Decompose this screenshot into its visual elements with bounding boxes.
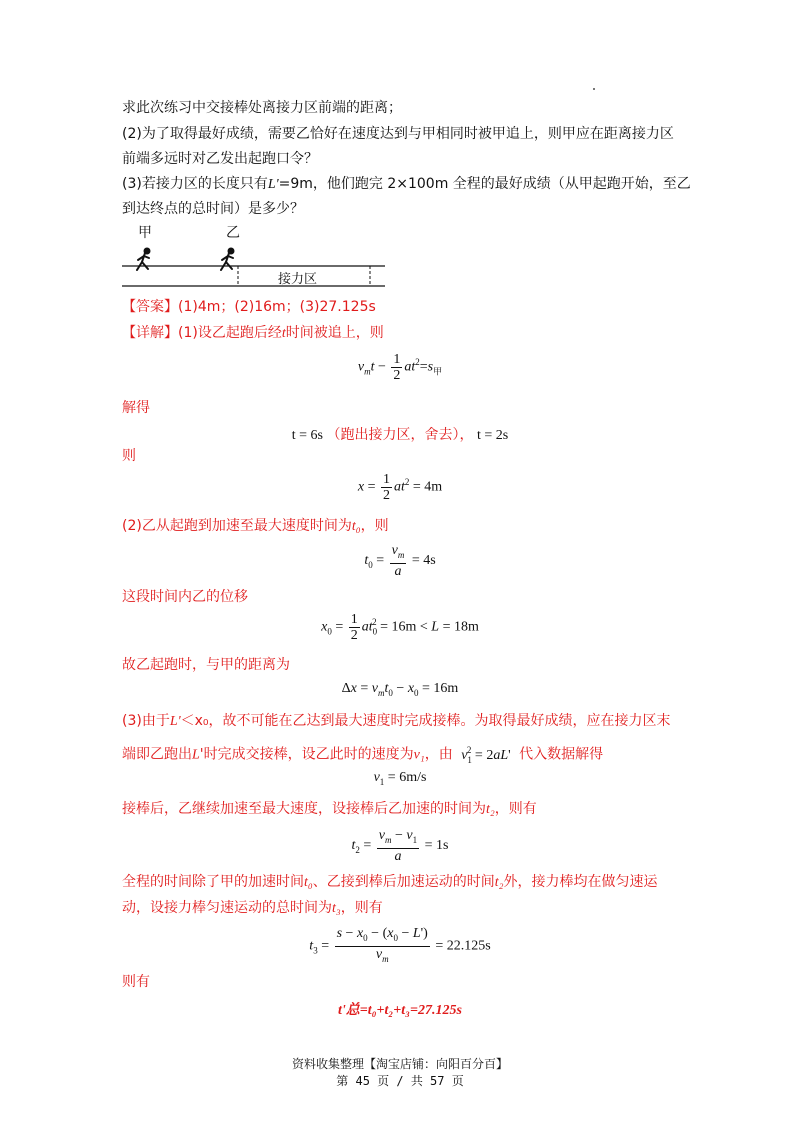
runner-a-label: 甲	[138, 225, 152, 241]
equation-5: $x_0$ = $\frac{1}{2}$ $at_0^2 = 16m < L = 18m$	[321, 612, 479, 643]
total-line-1: 全程的时间除了甲的加速时间t₀、乙接到棒后加速运动的时间t₂外，接力棒均在做匀速运	[122, 874, 658, 890]
then-label-2: 则有	[122, 974, 150, 990]
equation-3: x = $\frac{1}{2}$ $at^2 = 4m$	[357, 472, 443, 503]
relay-diagram	[120, 222, 390, 294]
equation-4: $t_0$ = $\frac{v_m}{a}$ = 4s	[364, 543, 436, 579]
distance-label: 故乙起跑时，与甲的距离为	[122, 657, 290, 673]
question-line-4: (3)若接力区的长度只有L'=9m，他们跑完 2×100m 全程的最好成绩（从甲起跑开始，至乙	[122, 176, 691, 192]
runner-a-icon	[137, 249, 150, 271]
runner-b-icon	[221, 249, 234, 271]
equation-8: $t_2$ = $\frac{v_m - v_1}{a}$ = 1s	[351, 828, 449, 864]
question-line-1: 求此次练习中交接棒处离接力区前端的距离；	[122, 100, 402, 116]
detail-label: 【详解】	[122, 325, 178, 341]
detail-intro: 【详解】(1)设乙起跑后经t时间被追上，则	[122, 325, 384, 341]
footer-page-number: 第 45 页 / 共 57 页	[336, 1074, 464, 1088]
equation-1: $v_mt$ − $\frac{1}{2}$ $at^2=s_甲$	[357, 352, 443, 383]
answer-label: 【答案】	[122, 299, 178, 315]
relay-figure	[120, 222, 390, 294]
answer-line	[122, 298, 376, 316]
after-line: 接棒后，乙继续加速至最大速度，设接棒后乙加速的时间为t₂，则有	[122, 801, 537, 817]
part2-line: (2)乙从起跑到加速至最大速度时间为t₀，则	[122, 518, 389, 534]
displacement-label: 这段时间内乙的位移	[122, 589, 248, 605]
question-line-2: (2)为了取得最好成绩，需要乙恰好在速度达到与甲相同时被甲追上，则甲应在距离接力区	[122, 126, 674, 142]
question-line-3: 前端多远时对乙发出起跑口令？	[122, 151, 318, 167]
footer-source: 资料收集整理【淘宝店铺：向阳百分百】	[291, 1057, 508, 1071]
equation-9: $t_3$ = $\frac{s - x_0 - (x_0 - L')}{v_m}$ = 22.125s	[309, 926, 491, 964]
then-label-1: 则	[122, 448, 136, 464]
equation-6: $\Delta x = v_mt_0 - x_0 = 16m$	[341, 681, 459, 698]
equation-10: t'总=t₀+t₂+t₃=27.125s	[338, 1003, 462, 1018]
part3-line-2: 端即乙跑出L'时完成交接棒，设乙此时的速度为v₁，由 $v_1^2 = 2aL'$ 代入数据解得	[122, 745, 604, 765]
equation-7: $v_1 = 6m/s$	[373, 770, 427, 787]
speck-mark	[593, 88, 595, 90]
total-line-2: 动，设接力棒匀速运动的总时间为t₃，则有	[122, 900, 383, 916]
solve-label: 解得	[122, 400, 150, 416]
zone-label: 接力区	[278, 272, 318, 287]
part3-line-1: (3)由于L'＜x₀，故不可能在乙达到最大速度时完成接棒。为取得最好成绩，应在接力区末	[122, 713, 671, 729]
question-line-5: 到达终点的总时间）是多少？	[122, 201, 304, 217]
equation-2: t = 6s （跑出接力区，舍去）， t = 2s	[291, 427, 509, 443]
answer-text: (1)4m；(2)16m；(3)27.125s	[178, 299, 376, 315]
runner-b-label: 乙	[226, 225, 240, 241]
